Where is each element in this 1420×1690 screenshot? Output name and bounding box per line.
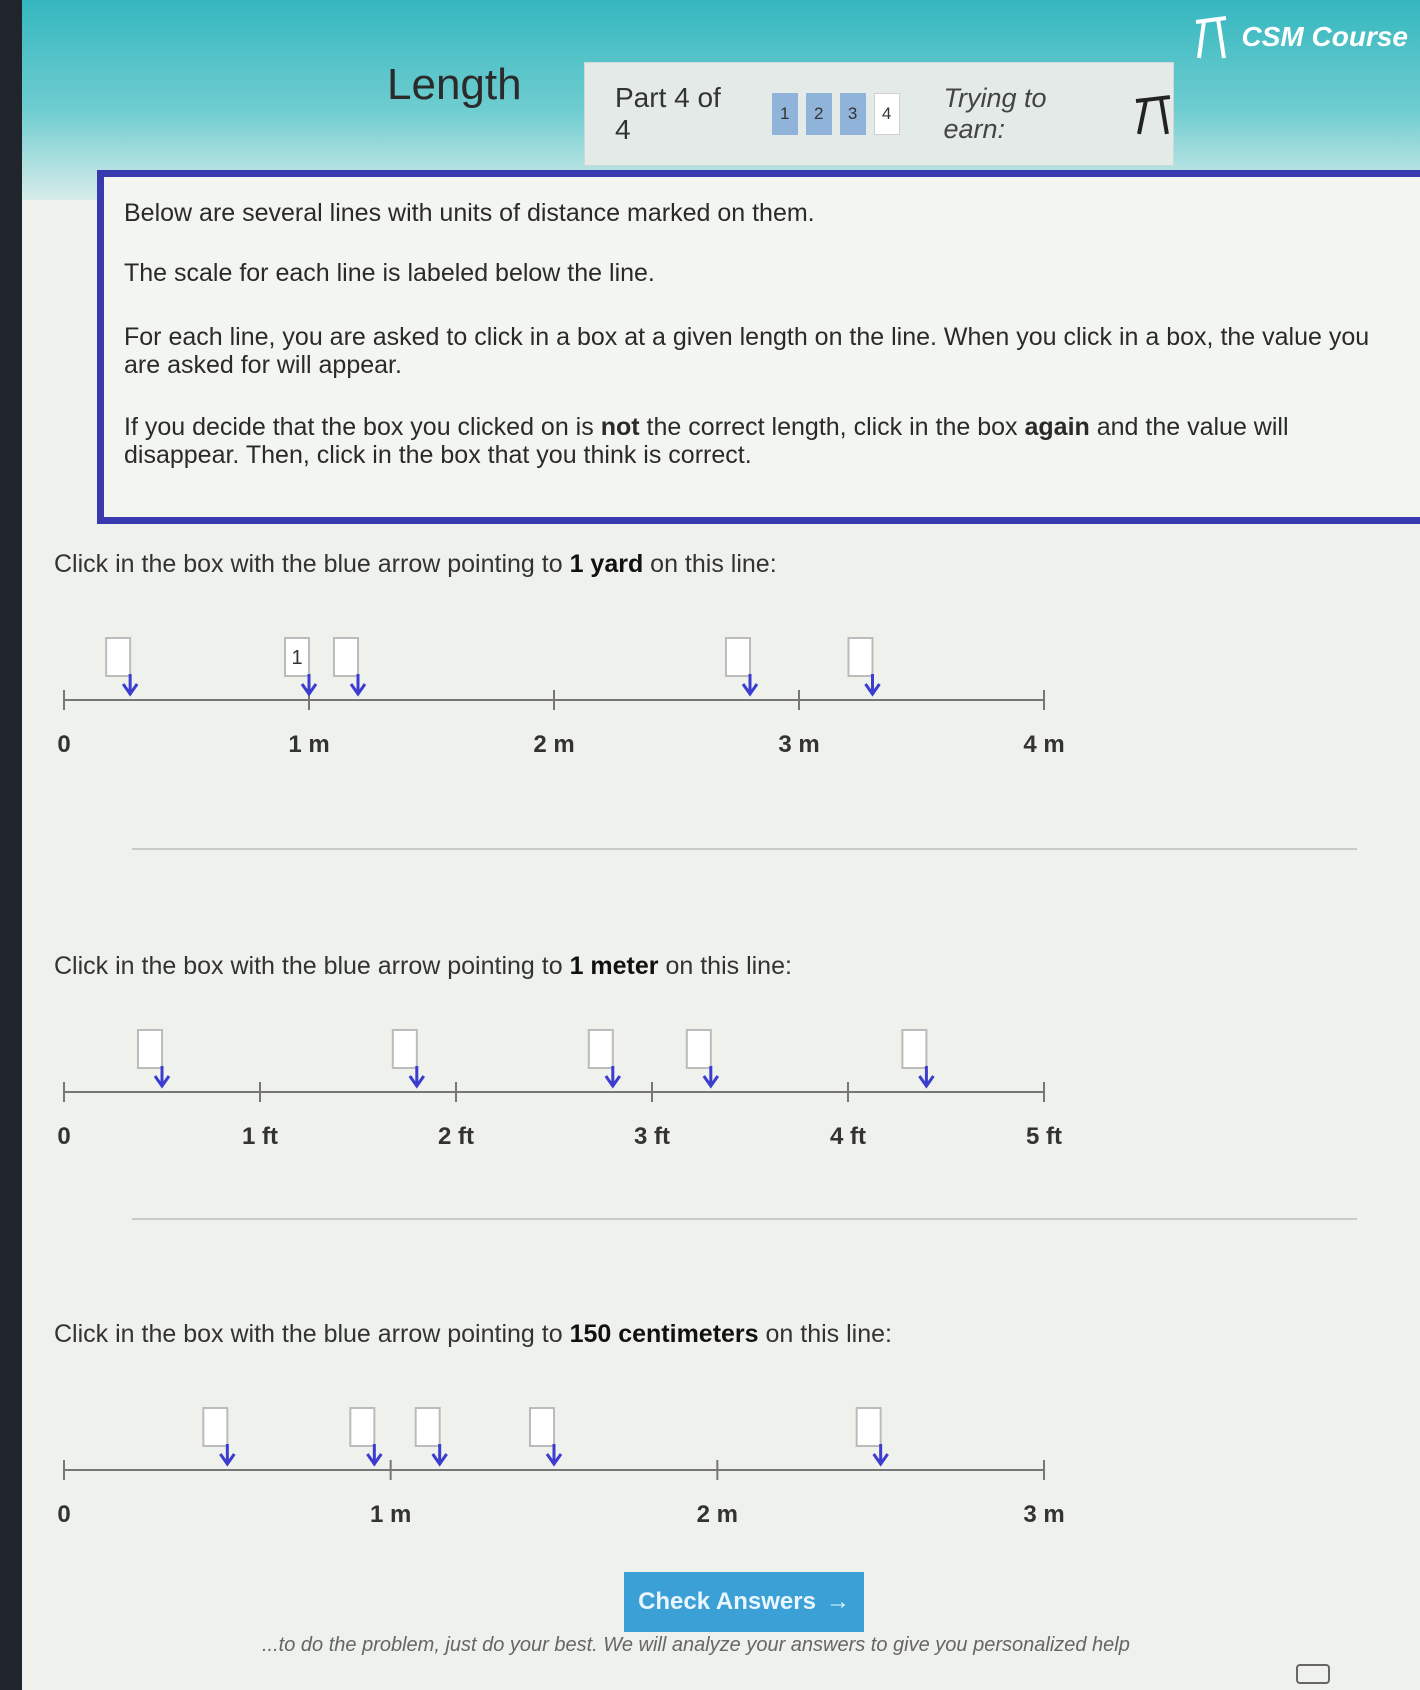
instruction-2: The scale for each line is labeled below the line. [124, 259, 655, 287]
answer-box-frame[interactable] [589, 1030, 613, 1068]
instruction-1: Below are several lines with units of distance marked on them. [124, 199, 815, 227]
pi-icon [1133, 92, 1173, 136]
answer-box[interactable] [849, 638, 880, 694]
number-line-svg [54, 1012, 1094, 1192]
answer-box-frame[interactable] [203, 1408, 227, 1446]
page-title: Length [387, 60, 522, 109]
keyboard-icon [1296, 1664, 1330, 1684]
question-1-prompt: Click in the box with the blue arrow pointing to 1 yard on this line: [54, 550, 777, 578]
tick-label: 1 m [369, 1501, 412, 1528]
tick-label: 4 ft [830, 1123, 866, 1150]
answer-box[interactable] [589, 1030, 620, 1086]
answer-box[interactable] [726, 638, 757, 694]
answer-box[interactable] [285, 638, 316, 694]
tick-label: 2 m [696, 1501, 739, 1528]
answer-box[interactable] [687, 1030, 718, 1086]
divider [132, 848, 1357, 850]
answer-box[interactable] [857, 1408, 888, 1464]
step-3[interactable]: 3 [840, 93, 866, 135]
answer-box[interactable] [393, 1030, 424, 1086]
answer-box[interactable] [416, 1408, 447, 1464]
answer-box[interactable] [106, 638, 137, 694]
tick-label: 0 [57, 731, 71, 758]
number-line-1 [54, 620, 1094, 800]
tick-label: 0 [57, 1123, 71, 1150]
answer-box-frame[interactable] [849, 638, 873, 676]
question-2-prompt: Click in the box with the blue arrow pointing to 1 meter on this line: [54, 952, 792, 980]
tick-label: 1 m [288, 731, 330, 758]
instruction-4: If you decide that the box you clicked on is not the correct length, click in the box again and the value will disappear. Then, click in the box that you think is correct. [124, 413, 1289, 469]
answer-box[interactable] [138, 1030, 169, 1086]
answer-box-frame[interactable] [530, 1408, 554, 1446]
brand [1194, 14, 1408, 60]
tick-label: 4 m [1023, 731, 1065, 758]
answer-box[interactable] [350, 1408, 381, 1464]
answer-box[interactable] [530, 1408, 561, 1464]
answer-box-frame[interactable] [393, 1030, 417, 1068]
answer-box-frame[interactable] [687, 1030, 711, 1068]
number-line-svg [54, 1390, 1094, 1570]
tick-label: 5 ft [1026, 1123, 1062, 1150]
answer-box-frame[interactable] [334, 638, 358, 676]
answer-box[interactable] [902, 1030, 933, 1086]
answer-box-frame[interactable] [106, 638, 130, 676]
step-2[interactable]: 2 [806, 93, 832, 135]
tick-label: 3 m [1023, 1501, 1065, 1528]
instructions-panel [97, 170, 1420, 524]
part-progress [584, 62, 1174, 166]
tick-label: 2 ft [438, 1123, 474, 1150]
step-1[interactable]: 1 [772, 93, 798, 135]
check-answers-button[interactable]: Check Answers → [624, 1572, 864, 1632]
answer-box-frame[interactable] [350, 1408, 374, 1446]
answer-box[interactable] [334, 638, 365, 694]
tick-label: 0 [57, 1501, 71, 1528]
course-screen [22, 0, 1420, 1690]
arrow-right-icon: → [825, 1588, 850, 1615]
earn-label: Trying to earn: [943, 83, 1047, 144]
answer-box-value: 1 [291, 647, 303, 669]
part-label: Part 4 of 4 [615, 82, 721, 145]
step-4[interactable]: 4 [874, 93, 900, 135]
answer-box-frame[interactable] [416, 1408, 440, 1446]
tick-label: 3 m [778, 731, 820, 758]
tick-label: 3 ft [634, 1123, 670, 1150]
answer-box[interactable] [203, 1408, 234, 1464]
pi-icon [1194, 14, 1228, 60]
tick-label: 2 m [533, 731, 575, 758]
question-3-prompt: Click in the box with the blue arrow pointing to 150 centimeters on this line: [54, 1320, 892, 1348]
divider [132, 1218, 1357, 1220]
number-line-svg [54, 620, 1094, 800]
tick-label: 1 ft [242, 1123, 278, 1150]
answer-box-frame[interactable] [726, 638, 750, 676]
number-line-2 [54, 1012, 1094, 1192]
instruction-3: For each line, you are asked to click in a box at a given length on the line. When you click in a box, the value you are asked for will appear. [124, 323, 1370, 379]
answer-box-frame[interactable] [902, 1030, 926, 1068]
number-line-3 [54, 1390, 1094, 1570]
answer-box-frame[interactable] [138, 1030, 162, 1068]
brand-name: CSM Course [1241, 21, 1408, 52]
footer-note: ...to do the problem, just do your best. We will analyze your answers to give you personalized help [262, 1634, 1130, 1656]
answer-box-frame[interactable] [857, 1408, 881, 1446]
